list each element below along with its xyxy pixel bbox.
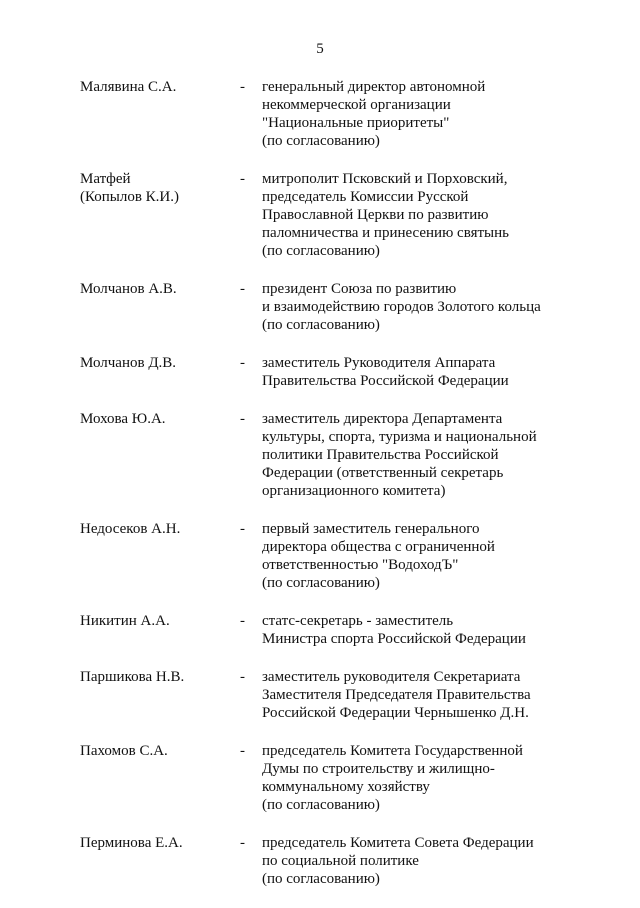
member-name: Молчанов Д.В.: [80, 355, 177, 371]
member-position: митрополит Псковский и Порховский, председатель Комиссии Русской Православной Церкви по развитию паломничества и принесению святынь (по согласованию): [262, 171, 509, 259]
list-item: [0, 410, 640, 500]
member-position: председатель Комитета Государственной Думы по строительству и жилищно- коммунальному хозяйству (по согласованию): [262, 743, 523, 813]
separator-dash: -: [240, 669, 245, 685]
list-item: [0, 742, 640, 814]
member-name: Матфей (Копылов К.И.): [80, 171, 180, 205]
member-name: Перминова Е.А.: [80, 835, 183, 851]
separator-dash: -: [240, 171, 245, 187]
member-name: Никитин А.А.: [80, 613, 170, 629]
separator-dash: -: [240, 613, 245, 629]
separator-dash: -: [240, 79, 245, 95]
member-name: Мохова Ю.А.: [80, 411, 166, 427]
list-item: [0, 612, 640, 648]
member-position: председатель Комитета Совета Федерации по социальной политике (по согласованию): [262, 835, 534, 887]
list-item: [0, 520, 640, 592]
member-position: заместитель директора Департамента культуры, спорта, туризма и национальной политики Правительства Российской Федерации (ответственный секретарь организационного комитета): [262, 411, 537, 499]
separator-dash: -: [240, 355, 245, 371]
member-position: генеральный директор автономной некоммерческой организации "Национальные приоритеты" (по согласованию): [262, 79, 486, 149]
list-item: [0, 280, 640, 334]
member-position: первый заместитель генерального директора общества с ограниченной ответственностью "ВодоходЪ" (по согласованию): [262, 521, 495, 591]
list-item: [0, 170, 640, 260]
member-position: президент Союза по развитию и взаимодействию городов Золотого кольца (по согласованию): [262, 281, 541, 333]
member-name: Паршикова Н.В.: [80, 669, 185, 685]
member-name: Молчанов А.В.: [80, 281, 177, 297]
member-list: [0, 78, 640, 908]
member-name: Недосеков А.Н.: [80, 521, 181, 537]
list-item: [0, 78, 640, 150]
separator-dash: -: [240, 743, 245, 759]
list-item: [0, 834, 640, 888]
member-position: заместитель руководителя Секретариата Заместителя Председателя Правительства Российской Федерации Чернышенко Д.Н.: [262, 669, 531, 721]
member-position: статс-секретарь - заместитель Министра спорта Российской Федерации: [262, 613, 526, 647]
separator-dash: -: [240, 835, 245, 851]
separator-dash: -: [240, 521, 245, 537]
member-name: Малявина С.А.: [80, 79, 177, 95]
member-name: Пахомов С.А.: [80, 743, 168, 759]
list-item: [0, 354, 640, 390]
separator-dash: -: [240, 411, 245, 427]
list-item: [0, 668, 640, 722]
separator-dash: -: [240, 281, 245, 297]
page-number: 5: [316, 41, 324, 57]
member-position: заместитель Руководителя Аппарата Правительства Российской Федерации: [262, 355, 509, 389]
